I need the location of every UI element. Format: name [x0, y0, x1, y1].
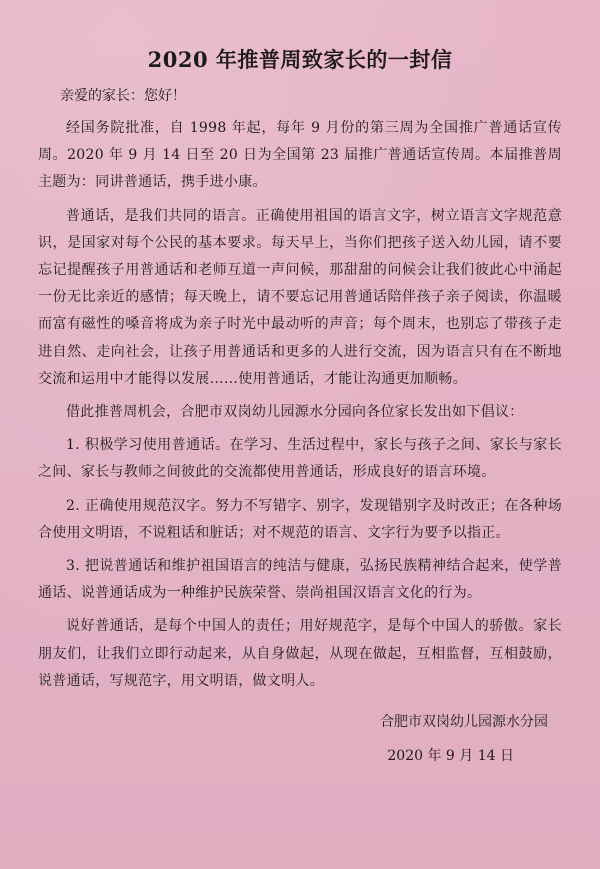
paragraph-intro: 经国务院批准，自 1998 年起，每年 9 月份的第三周为全国推广普通话宣传周。2020 年 9 月 14 日至 20 日为全国第 23 届推广普通话宣传周。本届推普周主题为：同讲普通话，携手进小康。 — [38, 120, 562, 191]
proposal-item-3: 3. 把说普通话和维护祖国语言的纯洁与健康，弘扬民族精神结合起来，使学普通话、说普通话成为一种维护民族荣誉、崇尚祖国汉语言文化的行为。 — [38, 558, 562, 602]
signature: 合肥市双岗幼儿园源水分园 — [380, 714, 548, 731]
letter-date: 2020 年 9 月 14 日 — [387, 748, 514, 765]
paragraph-mandarin-importance: 普通话，是我们共同的语言。正确使用祖国的语言文字，树立语言文字规范意识，是国家对每个公民的基本要求。每天早上，当你们把孩子送入幼儿园，请不要忘记提醒孩子用普通话和老师互道一声问候，那甜甜的问候会让我们彼此心中涌起一份无比亲近的感情；每天晚上，请不要忘记用普通话陪伴孩子亲子阅读，你温暖而富有磁性的嗓音将成为亲子时光中最动听的声音；每个周末，也别忘了带孩子走进自然、走向社会，让孩子用普通话和更多的人进行交流，因为语言只有在不断地交流和运用中才能得以发展……使用普通话，才能让沟通更加顺畅。 — [38, 207, 562, 387]
salutation: 亲爱的家长：您好！ — [60, 88, 186, 104]
proposal-item-1: 1. 积极学习使用普通话。在学习、生活过程中，家长与孩子之间、家长与家长之间、家长与教师之间彼此的交流都使用普通话，形成良好的语言环境。 — [38, 437, 562, 481]
paragraph-closing: 说好普通话，是每个中国人的责任；用好规范字，是每个中国人的骄傲。家长朋友们，让我们立即行动起来，从自身做起，从现在做起，互相监督，互相鼓励，说普通话，写规范字，用文明语，做文明人。 — [38, 618, 562, 689]
proposal-item-2: 2. 正确使用规范汉字。努力不写错字、别字，发现错别字及时改正；在各种场合使用文明语，不说粗话和脏话；对不规范的语言、文字行为要予以指正。 — [38, 497, 562, 541]
paragraph-initiative: 借此推普周机会，合肥市双岗幼儿园源水分园向各位家长发出如下倡议： — [66, 404, 524, 421]
letter-title: 2020 年推普周致家长的一封信 — [147, 47, 453, 72]
